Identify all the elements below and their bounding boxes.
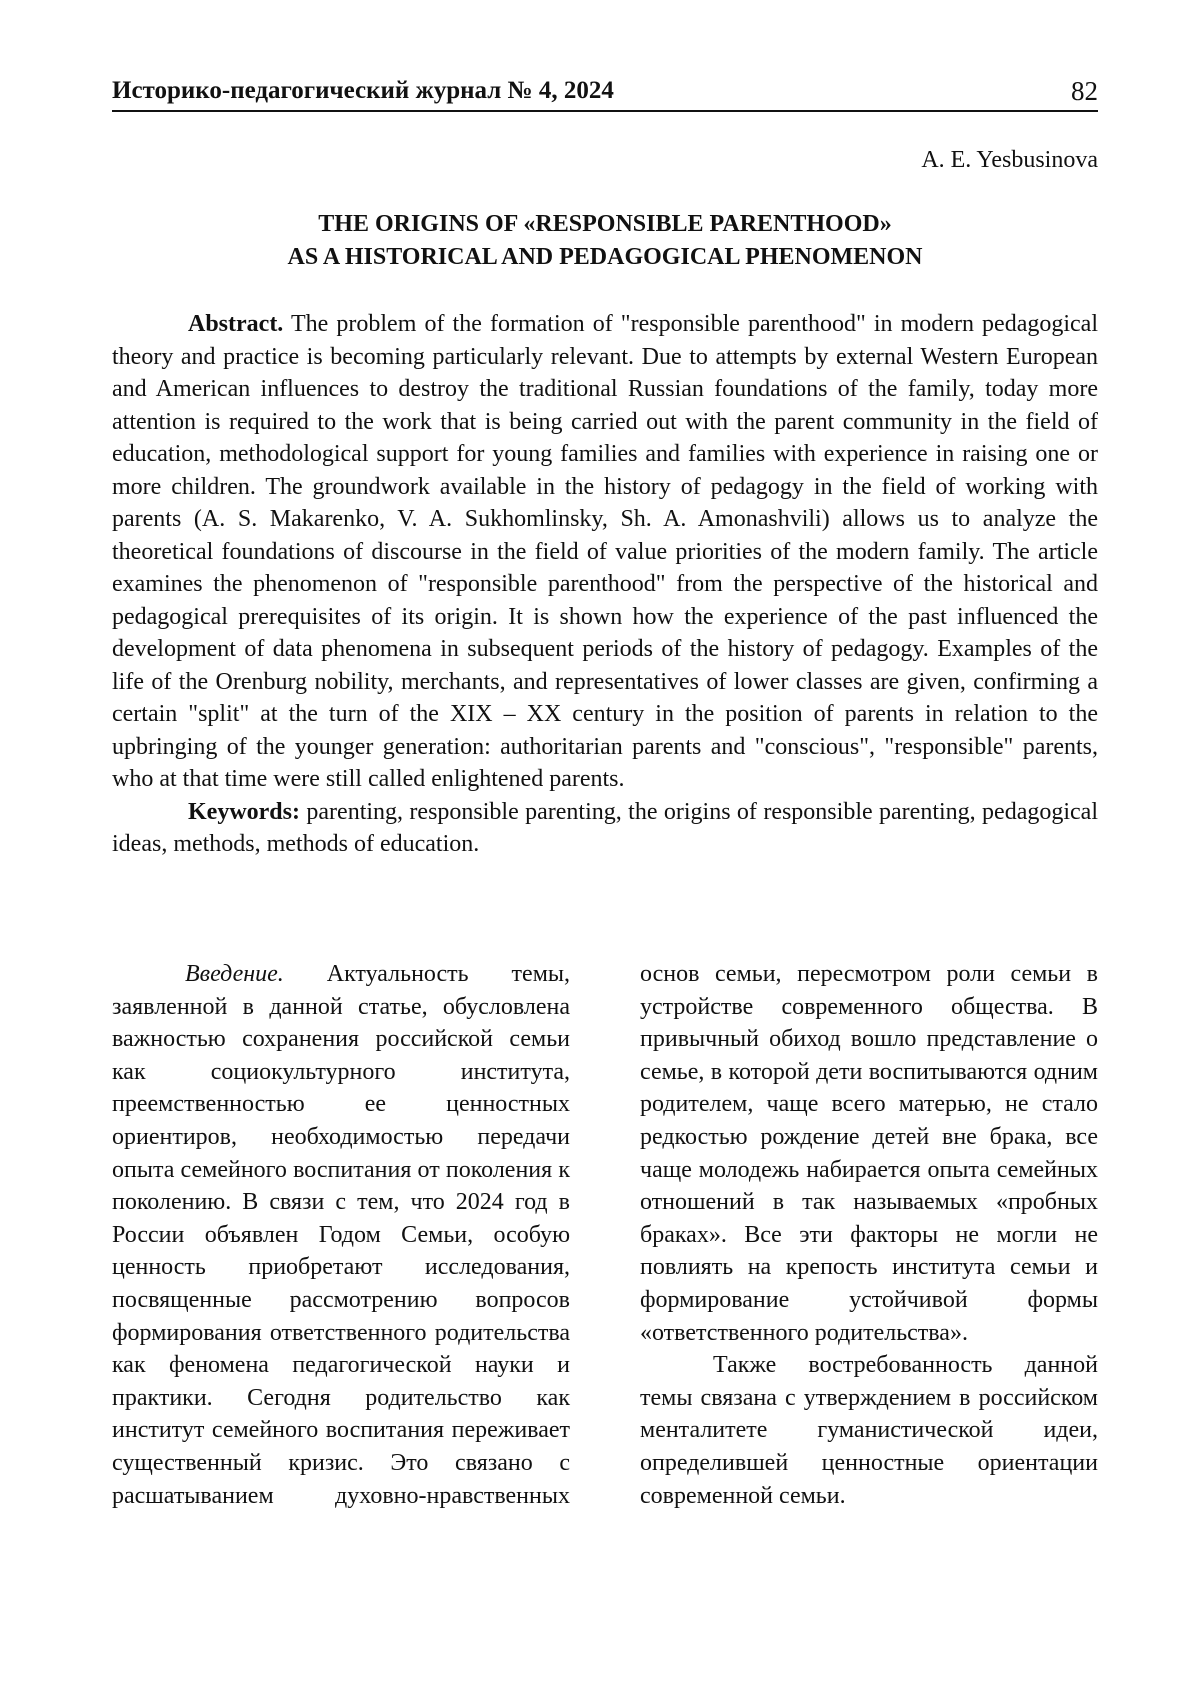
- title-line-2: AS A HISTORICAL AND PEDAGOGICAL PHENOMENON: [287, 244, 923, 270]
- running-header: [112, 72, 1098, 112]
- body-columns: [112, 958, 1098, 1512]
- right-paragraph-2: Также востребованность данной темы связана с утверждением в российском менталитете гуманистической идеи, определившей ценностные ориентации современной семьи.: [640, 1352, 1098, 1509]
- abstract-text: The problem of the formation of "responsible parenthood" in modern pedagogical theory and practice is becoming particularly relevant. Due to attempts by external Western European and American influences to destroy the traditional Russian foundations of the family, today more attention is required to the work that is being carried out with the parent community in the field of education, methodological support for young families and families with experience in raising one or more children. The groundwork available in the history of pedagogy in the field of working with parents (A. S. Makarenko, V. A. Sukhomlinsky, Sh. A. Amonashvili) allows us to analyze the theoretical foundations of discourse in the field of value priorities of the modern family. The article examines the phenomenon of "responsible parenthood" from the perspective of the historical and pedagogical prerequisites of its origin. It is shown how the experience of the past influenced the development of data phenomena in subsequent periods of the history of pedagogy. Examples of the life of the Orenburg nobility, merchants, and representatives of lower classes are given, confirming a certain "split" at the turn of the XIX – XX century in the position of parents in relation to the upbringing of the younger generation: authoritarian parents and "conscious", "responsible" parents, who at that time were still called enlightened parents.: [112, 311, 1098, 792]
- abstract-paragraph: [112, 308, 1098, 796]
- article-title: [112, 208, 1098, 274]
- keywords-label: Keywords:: [188, 798, 300, 825]
- page-number: 82: [1071, 76, 1098, 106]
- right-paragraph-1: основ семьи, пересмотром роли семьи в устройстве современного общества. В привычный обиход вошло представление о семье, в которой дети воспитываются одним родителем, чаще всего матерью, не стало редкостью рождение детей вне брака, все чаще молодежь набирается опыта семейных отношений в так называемых «пробных браках». Все эти факторы не могли не повлиять на крепость института семьи и формирование устойчивой формы «ответственного родительства».: [640, 961, 1098, 1346]
- keywords-paragraph: [112, 796, 1098, 861]
- author-name: A. E. Yesbusinova: [921, 147, 1098, 173]
- keywords-text: parenting, responsible parenting, the origins of responsible parenting, pedagogical ideas, methods, methods of education.: [112, 798, 1099, 857]
- intro-paragraph: [112, 958, 570, 1512]
- left-column: [112, 958, 570, 1512]
- title-line-1: THE ORIGINS OF «RESPONSIBLE PARENTHOOD»: [318, 211, 892, 237]
- journal-title: Историко-педагогический журнал № 4, 2024: [112, 77, 614, 104]
- right-column: [640, 958, 1098, 1512]
- abstract-label: Abstract.: [188, 311, 284, 337]
- intro-text: Актуальность темы, заявленной в данной статье, обусловлена важностью сохранения российской семьи как социокультурного института, преемственностью ее ценностных ориентиров, необходимостью передачи опыта семейного воспитания от поколения к поколению. В связи с тем, что 2024 год в России объявлен Годом Семьи, особую ценность приобретают исследования, посвященные рассмотрению вопросов формирования ответственного родительства как феномена педагогической науки и практики. Сегодня родительство как институт семейного воспитания переживает существенный кризис. Это связано с расшатыванием духовно-нравственных: [112, 961, 571, 1509]
- intro-label: Введение.: [185, 961, 284, 987]
- abstract-block: [112, 308, 1098, 861]
